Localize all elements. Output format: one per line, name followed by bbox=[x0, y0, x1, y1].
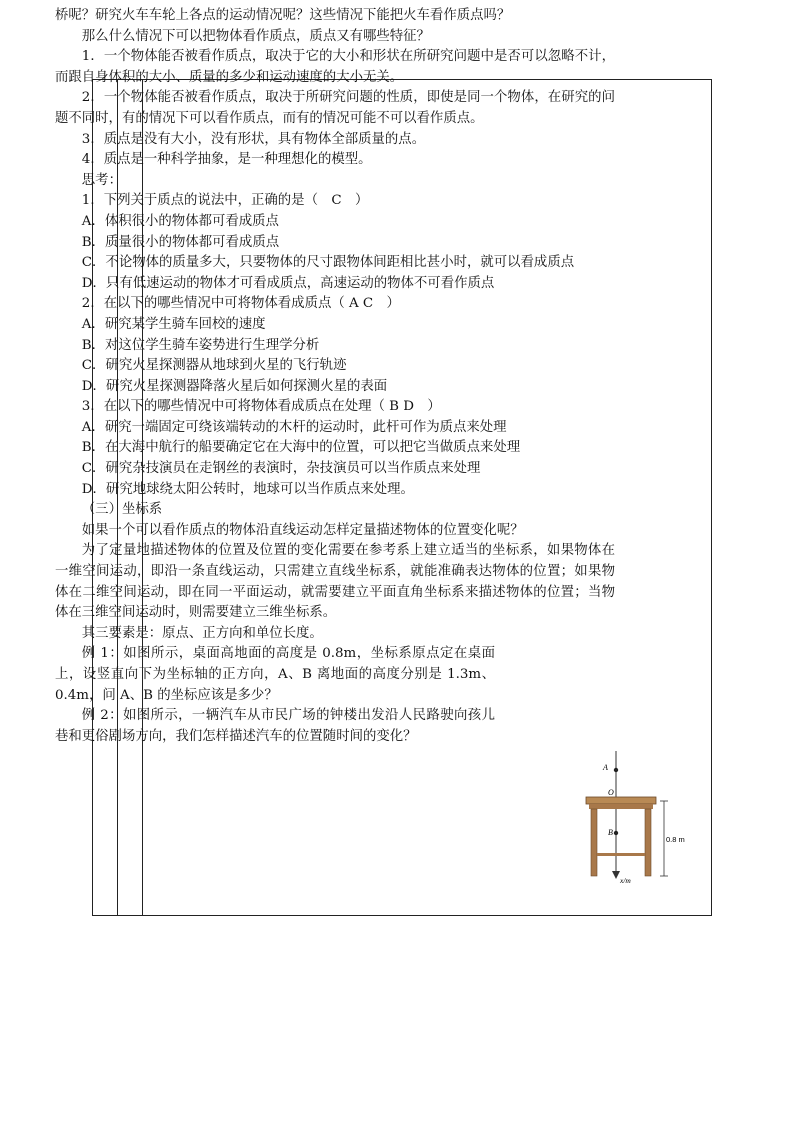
text-line: 其三要素是：原点、正方向和单位长度。 bbox=[81, 625, 323, 641]
table-top bbox=[586, 797, 656, 804]
option: D．研究地球绕太阳公转时，地球可以当作质点来处理。 bbox=[81, 481, 414, 497]
table-rail bbox=[597, 853, 645, 856]
table-coordinate-figure bbox=[575, 745, 690, 885]
option: D．研究火星探测器降落火星后如何探测火星的表面 bbox=[81, 378, 388, 394]
label-a: A bbox=[603, 763, 608, 772]
text-line: 如果一个可以看作质点的物体沿直线运动怎样定量描述物体的位置变化呢？ bbox=[81, 522, 524, 538]
option: B．在大海中航行的船要确定它在大海中的位置，可以把它当做质点来处理 bbox=[81, 440, 521, 456]
example-1: 例 1：如图所示，桌面高地面的高度是 0.8m，坐标系原点定在桌面上，设竖直向下为坐标轴的正方向，A、B 离地面的高度分别是 1.3m、0.4m，问 A、B 的坐标应该是多少？ bbox=[55, 646, 495, 703]
text-line: 为了定量地描述物体的位置及位置的变化需要在参考系上建立适当的坐标系，如果物体在一维空间运动，即沿一条直线运动，只需建立直线坐标系，就能准确表达物体的位置；如果物体在二维空间运动，即在同一平面运动，就需要建立平面直角坐标系来描述物体的位置；当物体在三维空间运动时，则需要建立三维坐标系。 bbox=[55, 543, 615, 621]
height-label: 0.8 m bbox=[666, 835, 685, 844]
text-line: 那么什么情况下可以把物体看作质点，质点又有哪些特征？ bbox=[81, 28, 430, 44]
option: A．研究一端固定可绕该端转动的木杆的运动时，此杆可作为质点来处理 bbox=[81, 419, 507, 435]
label-b: B bbox=[608, 828, 613, 837]
lesson-content bbox=[55, 6, 615, 747]
table-apron bbox=[589, 804, 653, 809]
axis-arrow-icon bbox=[612, 871, 620, 879]
label-o: O bbox=[608, 788, 614, 797]
section-heading: （三）坐标系 bbox=[81, 502, 163, 518]
option: C．研究火星探测器从地球到火星的飞行轨迹 bbox=[81, 358, 347, 374]
text-line: 1．一个物体能否被看作质点，取决于它的大小和形状在所研究问题中是否可以忽略不计，而跟自身体积的大小、质量的多少和运动速度的大小无关。 bbox=[55, 49, 615, 85]
text-line: 4．质点是一种科学抽象，是一种理想化的模型。 bbox=[81, 152, 372, 168]
option: A．研究某学生骑车回校的速度 bbox=[81, 316, 266, 332]
option: C．研究杂技演员在走钢丝的表演时，杂技演员可以当作质点来处理 bbox=[81, 461, 481, 477]
question-1: 1．下列关于质点的说法中，正确的是（ C ） bbox=[81, 193, 369, 209]
question-3: 3．在以下的哪些情况中可将物体看成质点在处理（ B D ） bbox=[81, 399, 441, 415]
point-b bbox=[614, 831, 618, 835]
text-line: 思考： bbox=[81, 172, 122, 188]
option: A．体积很小的物体都可看成质点 bbox=[81, 213, 279, 229]
option: B．对这位学生骑车姿势进行生理学分析 bbox=[81, 337, 320, 353]
text-line: 2．一个物体能否被看作质点，取决于所研究问题的性质，即使是同一个物体，在研究的问题不同时，有的情况下可以看作质点，而有的情况可能不可以看作质点。 bbox=[55, 90, 615, 126]
option: B．质量很小的物体都可看成质点 bbox=[81, 234, 280, 250]
text-line: 3．质点是没有大小，没有形状，具有物体全部质量的点。 bbox=[81, 131, 426, 147]
question-2: 2．在以下的哪些情况中可将物体看成质点（ A C ） bbox=[81, 296, 400, 312]
option: C．不论物体的质量多大，只要物体的尺寸跟物体间距相比甚小时，就可以看成质点 bbox=[81, 255, 575, 271]
table-leg bbox=[591, 809, 597, 876]
option: D．只有低速运动的物体才可看成质点，高速运动的物体不可看作质点 bbox=[81, 275, 495, 291]
example-2: 例 2：如图所示，一辆汽车从市民广场的钟楼出发沿人民路驶向孩儿巷和更俗剧场方向，我们怎样描述汽车的位置随时间的变化？ bbox=[55, 708, 495, 744]
table-leg bbox=[645, 809, 651, 876]
point-a bbox=[614, 768, 618, 772]
text-line: 桥呢？研究火车车轮上各点的运动情况呢？这些情况下能把火车看作质点吗？ bbox=[55, 8, 511, 23]
axis-label: x/m bbox=[620, 876, 631, 885]
